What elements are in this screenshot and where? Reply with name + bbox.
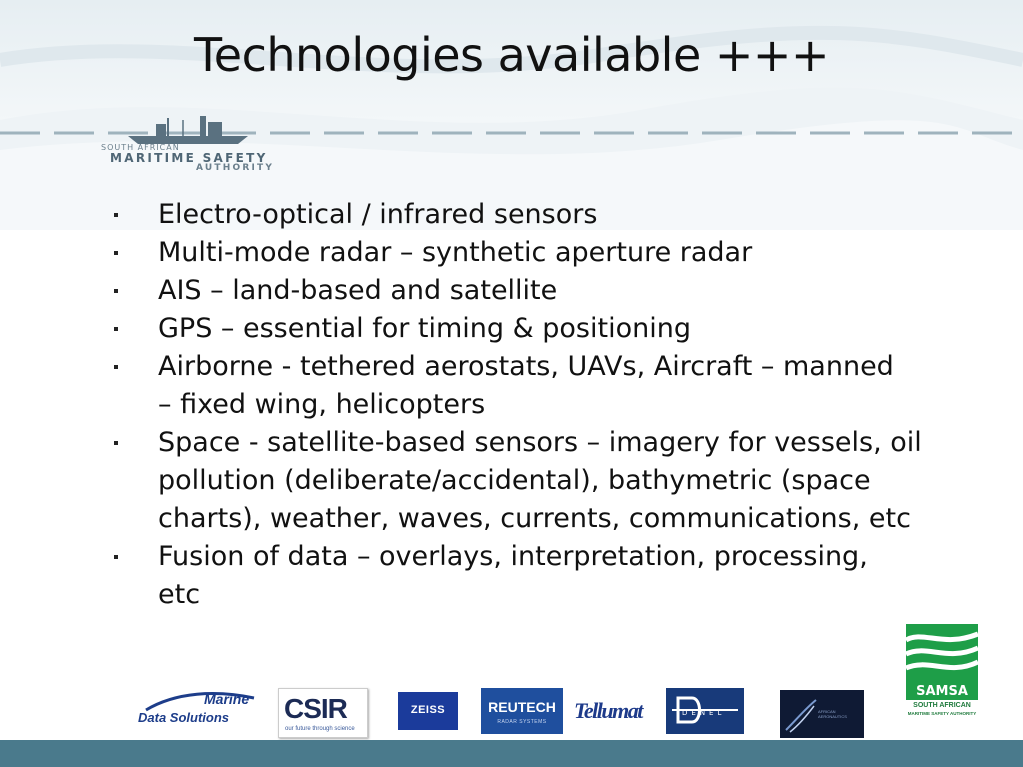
marine-logo-subtext: Data Solutions xyxy=(138,710,230,725)
csir-logo-text: CSIR xyxy=(284,693,347,724)
bullet-item xyxy=(110,538,878,614)
bullet-text: Electro-optical / infrared sensors xyxy=(158,199,598,230)
bullet-text: GPS – essential for timing & positioning xyxy=(158,313,691,344)
bullet-square-icon xyxy=(114,213,118,217)
bullet-item xyxy=(110,272,910,310)
samsa-logo-subtitle: SOUTH AFRICAN xyxy=(913,702,971,709)
bullet-list xyxy=(110,196,922,614)
zeiss-logo-text: ZEISS xyxy=(410,704,446,716)
denel-logo xyxy=(666,688,744,734)
bullet-item xyxy=(110,424,928,538)
samsa-logo-name: SAMSA xyxy=(906,684,978,700)
marine-data-solutions-logo xyxy=(136,690,260,730)
csir-logo-tagline: our future through science xyxy=(285,726,355,732)
denel-logo-text: DENEL xyxy=(682,709,726,717)
reutech-logo-subtext: RADAR SYSTEMS xyxy=(497,719,547,725)
samsa-logo-subtitle2: MARITIME SAFETY AUTHORITY xyxy=(907,711,977,716)
bullet-item xyxy=(110,196,910,234)
bullet-square-icon xyxy=(114,441,118,445)
bullet-text: Airborne - tethered aerostats, UAVs, Aircraft – manned – fixed wing, helicopters xyxy=(158,351,894,420)
marine-logo-text: Marine xyxy=(204,691,250,707)
footer-bar xyxy=(0,740,1023,767)
zeiss-logo xyxy=(398,692,458,730)
slide-title: Technologies available +++ xyxy=(194,28,829,82)
bullet-item xyxy=(110,310,910,348)
header-logo-line1: SOUTH AFRICAN xyxy=(101,143,180,152)
bullet-square-icon xyxy=(114,327,118,331)
reutech-logo-text: REUTECH xyxy=(488,699,556,715)
astro-logo-text: AFRICAN AERONAUTICS xyxy=(818,709,847,719)
african-aeronautics-logo xyxy=(780,690,864,738)
bullet-square-icon xyxy=(114,365,118,369)
bullet-text: Multi-mode radar – synthetic aperture radar xyxy=(158,237,753,268)
header-logo-line3: AUTHORITY xyxy=(196,163,275,173)
bullet-square-icon xyxy=(114,289,118,293)
denel-emblem-icon xyxy=(666,688,744,734)
tellumat-logo-text: Tellumat xyxy=(574,698,642,723)
csir-logo xyxy=(278,688,368,738)
bullet-text: AIS – land-based and satellite xyxy=(158,275,558,306)
bullet-text: Space - satellite-based sensors – imagery for vessels, oil pollution (deliberate/accidental), bathymetric (space charts), weather, waves, currents, communications, etc xyxy=(158,427,922,534)
bullet-item xyxy=(110,348,898,424)
header-logo-line2: MARITIME SAFETY xyxy=(110,151,268,165)
bullet-item xyxy=(110,234,910,272)
tellumat-logo xyxy=(574,696,650,730)
bullet-square-icon xyxy=(114,251,118,255)
bullet-text: Fusion of data – overlays, interpretation, processing, etc xyxy=(158,541,868,610)
reutech-logo xyxy=(481,688,563,734)
bullet-square-icon xyxy=(114,555,118,559)
